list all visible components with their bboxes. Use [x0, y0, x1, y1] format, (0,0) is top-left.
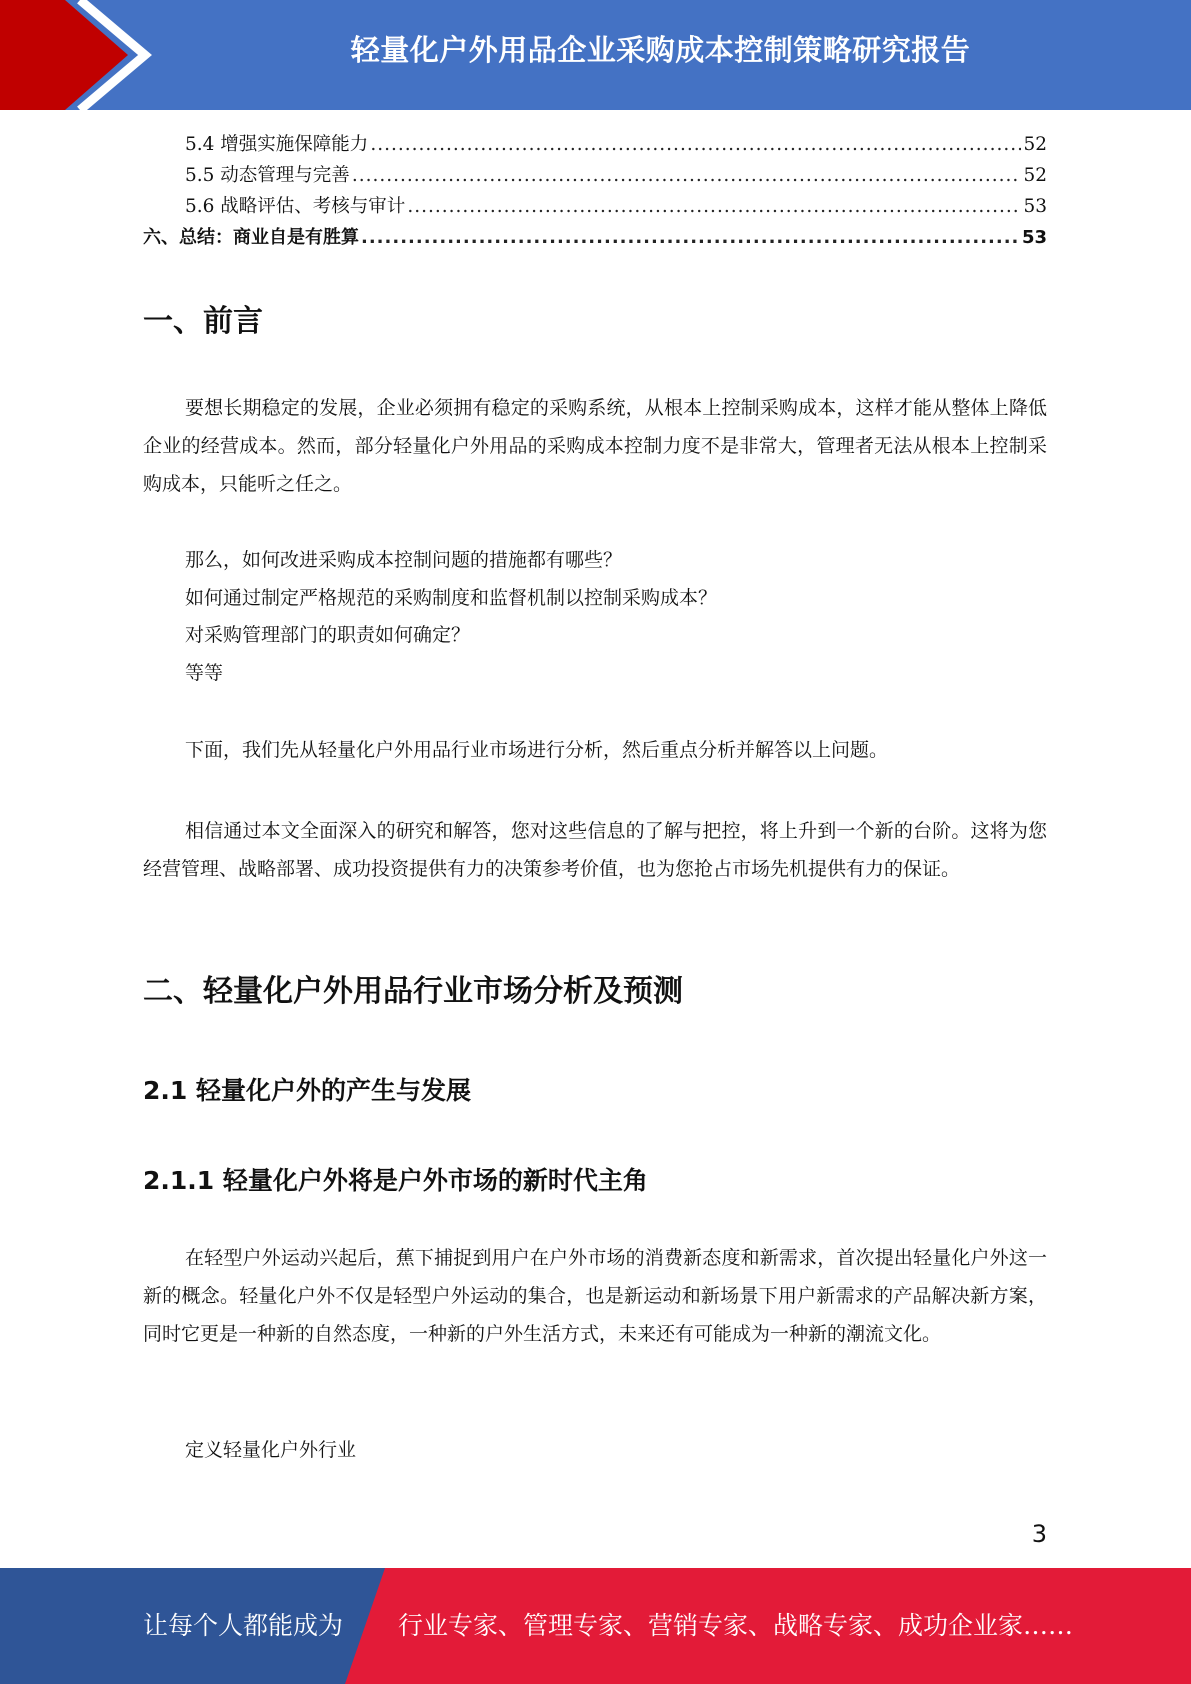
section-2-1-1-paragraph: 在轻型户外运动兴起后，蕉下捕捉到用户在户外市场的消费新态度和新需求，首次提出轻量化户外这一新的概念。轻量化户外不仅是轻型户外运动的集合，也是新运动和新场景下用户新需求的产品解决新方案，同时它更是一种新的自然态度，一种新的户外生活方式，未来还有可能成为一种新的潮流文化。: [143, 1247, 1047, 1345]
toc-entry-label: 六、总结：商业自是有胜算: [143, 227, 359, 248]
preface-paragraph-1: 要想长期稳定的发展，企业必须拥有稳定的采购系统，从根本上控制采购成本，这样才能从整体上降低企业的经营成本。然而，部分轻量化户外用品的采购成本控制力度不是非常大，管理者无法从根本上控制采购成本，只能听之任之。: [143, 397, 1047, 495]
question-line: 对采购管理部门的职责如何确定？: [185, 624, 471, 646]
header-arrow-graphic: [0, 0, 160, 110]
preface-heading: 一、前言: [143, 304, 263, 339]
section-2-1-heading: 2.1 轻量化户外的产生与发展: [143, 1076, 471, 1105]
footer-slogan-right: 行业专家、管理专家、营销专家、战略专家、成功企业家……: [398, 1611, 1074, 1640]
toc-entry-chapter[interactable]: [143, 223, 1047, 254]
toc-leader-dots: [370, 134, 1021, 155]
toc-entry[interactable]: [143, 130, 1047, 161]
preface-paragraph-3: 相信通过本文全面深入的研究和解答，您对这些信息的了解与把控，将上升到一个新的台阶。这将为您经营管理、战略部署、成功投资提供有力的决策参考价值，也为您抢占市场先机提供有力的保证。: [143, 820, 1047, 880]
question-line: 那么，如何改进采购成本控制问题的措施都有哪些？: [185, 549, 623, 571]
toc-entry-page: 52: [1023, 134, 1047, 155]
toc-entry-label: 5.5 动态管理与完善: [185, 165, 350, 186]
question-line: 如何通过制定严格规范的采购制度和监督机制以控制采购成本？: [185, 587, 718, 609]
toc-entry[interactable]: [143, 192, 1047, 223]
page-footer: [0, 1568, 1191, 1684]
toc-entry-page: 52: [1023, 165, 1047, 186]
toc-leader-dots: [352, 165, 1022, 186]
toc-entry-page: 53: [1021, 227, 1047, 248]
toc-entry-page: 53: [1023, 196, 1047, 217]
page-header: [0, 0, 1191, 110]
page-number: 3: [1031, 1520, 1047, 1548]
question-line: 等等: [185, 662, 224, 684]
footer-slogan-left: 让每个人都能成为: [143, 1611, 344, 1640]
toc-leader-dots: [361, 227, 1020, 248]
chapter-2-heading: 二、轻量化户外用品行业市场分析及预测: [143, 974, 683, 1009]
toc-entry[interactable]: [143, 161, 1047, 192]
table-of-contents: [143, 130, 1047, 254]
section-2-1-1-subtopic: 定义轻量化户外行业: [185, 1439, 357, 1461]
preface-paragraph-2: 下面，我们先从轻量化户外用品行业市场进行分析，然后重点分析并解答以上问题。: [185, 739, 889, 761]
toc-entry-label: 5.6 战略评估、考核与审计: [185, 196, 406, 217]
section-2-1-1-heading: 2.1.1 轻量化户外将是户外市场的新时代主角: [143, 1166, 648, 1195]
toc-entry-label: 5.4 增强实施保障能力: [185, 134, 369, 155]
report-title: 轻量化户外用品企业采购成本控制策略研究报告: [350, 33, 971, 67]
toc-leader-dots: [407, 196, 1021, 217]
